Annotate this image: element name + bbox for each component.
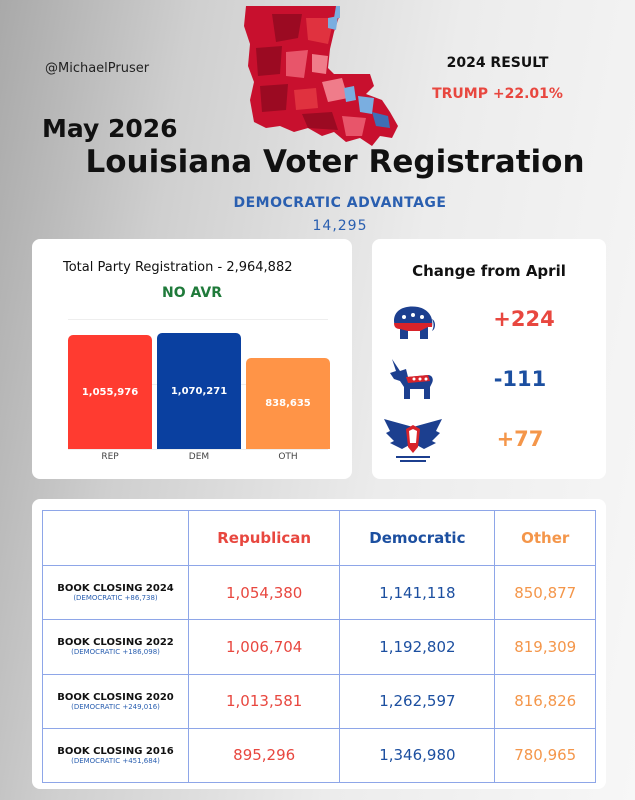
bar-value-label: 838,635 <box>265 398 311 409</box>
row-label: BOOK CLOSING 2020 <box>57 691 174 703</box>
rep-cell: 1,054,380 <box>189 566 340 620</box>
dem-change-value: -111 <box>493 367 547 391</box>
table-row <box>43 674 596 728</box>
rep-cell: 1,006,704 <box>189 620 340 674</box>
eagle-icon <box>382 417 444 465</box>
no-avr-label: NO AVR <box>162 285 222 301</box>
table-corner-cell <box>43 511 189 566</box>
row-label-cell <box>43 566 189 620</box>
bar-category-label: DEM <box>188 452 210 462</box>
row-label-cell <box>43 728 189 782</box>
dem-cell: 1,346,980 <box>340 728 495 782</box>
row-label: BOOK CLOSING 2022 <box>57 637 174 649</box>
rep-change-value: +224 <box>493 307 555 331</box>
header-democratic: Democratic <box>340 511 495 566</box>
bar-rep <box>68 335 152 449</box>
oth-cell: 816,826 <box>495 674 596 728</box>
dem-cell: 1,192,802 <box>340 620 495 674</box>
advantage-label: DEMOCRATIC ADVANTAGE <box>233 195 447 211</box>
row-sublabel: (DEMOCRATIC +186,098) <box>71 648 160 657</box>
header-other: Other <box>495 511 596 566</box>
table-row <box>43 728 596 782</box>
result-value: TRUMP +22.01% <box>432 86 563 102</box>
row-sublabel: (DEMOCRATIC +249,016) <box>71 702 160 711</box>
report-date: May 2026 <box>42 114 178 143</box>
oth-cell: 819,309 <box>495 620 596 674</box>
chart-gridline <box>68 449 328 450</box>
chart-gridline <box>68 319 328 320</box>
result-title: 2024 RESULT <box>446 55 549 71</box>
dem-cell: 1,262,597 <box>340 674 495 728</box>
row-sublabel: (DEMOCRATIC +451,684) <box>71 756 160 765</box>
oth-cell: 850,877 <box>495 566 596 620</box>
table-row <box>43 566 596 620</box>
change-title: Change from April <box>412 262 566 280</box>
bar-dem <box>157 333 241 449</box>
row-label-cell <box>43 674 189 728</box>
row-label: BOOK CLOSING 2016 <box>57 745 174 757</box>
registration-chart-card <box>32 239 352 479</box>
total-registration-label: Total Party Registration - 2,964,882 <box>63 260 293 275</box>
oth-change-value: +77 <box>496 427 544 451</box>
bar-value-label: 1,055,976 <box>81 386 139 398</box>
bar-category-label: OTH <box>278 452 298 462</box>
author-handle: @MichaelPruser <box>45 61 150 76</box>
rep-cell: 895,296 <box>189 728 340 782</box>
republican-elephant-icon <box>388 301 436 343</box>
democratic-donkey-icon <box>388 357 436 403</box>
row-sublabel: (DEMOCRATIC +86,738) <box>73 594 158 603</box>
row-label: BOOK CLOSING 2024 <box>57 583 174 595</box>
dem-cell: 1,141,118 <box>340 566 495 620</box>
row-label-cell <box>43 620 189 674</box>
bar-value-label: 1,070,271 <box>170 385 228 397</box>
page-title: Louisiana Voter Registration <box>85 144 585 180</box>
louisiana-map-image <box>242 4 402 154</box>
book-closing-table <box>42 510 596 783</box>
header-republican: Republican <box>189 511 340 566</box>
table-row <box>43 620 596 674</box>
oth-cell: 780,965 <box>495 728 596 782</box>
rep-cell: 1,013,581 <box>189 674 340 728</box>
advantage-value: 14,295 <box>312 218 368 234</box>
change-card <box>372 239 606 479</box>
book-closing-table-card <box>32 499 606 789</box>
bar-oth <box>246 358 330 449</box>
bar-category-label: REP <box>101 452 119 462</box>
